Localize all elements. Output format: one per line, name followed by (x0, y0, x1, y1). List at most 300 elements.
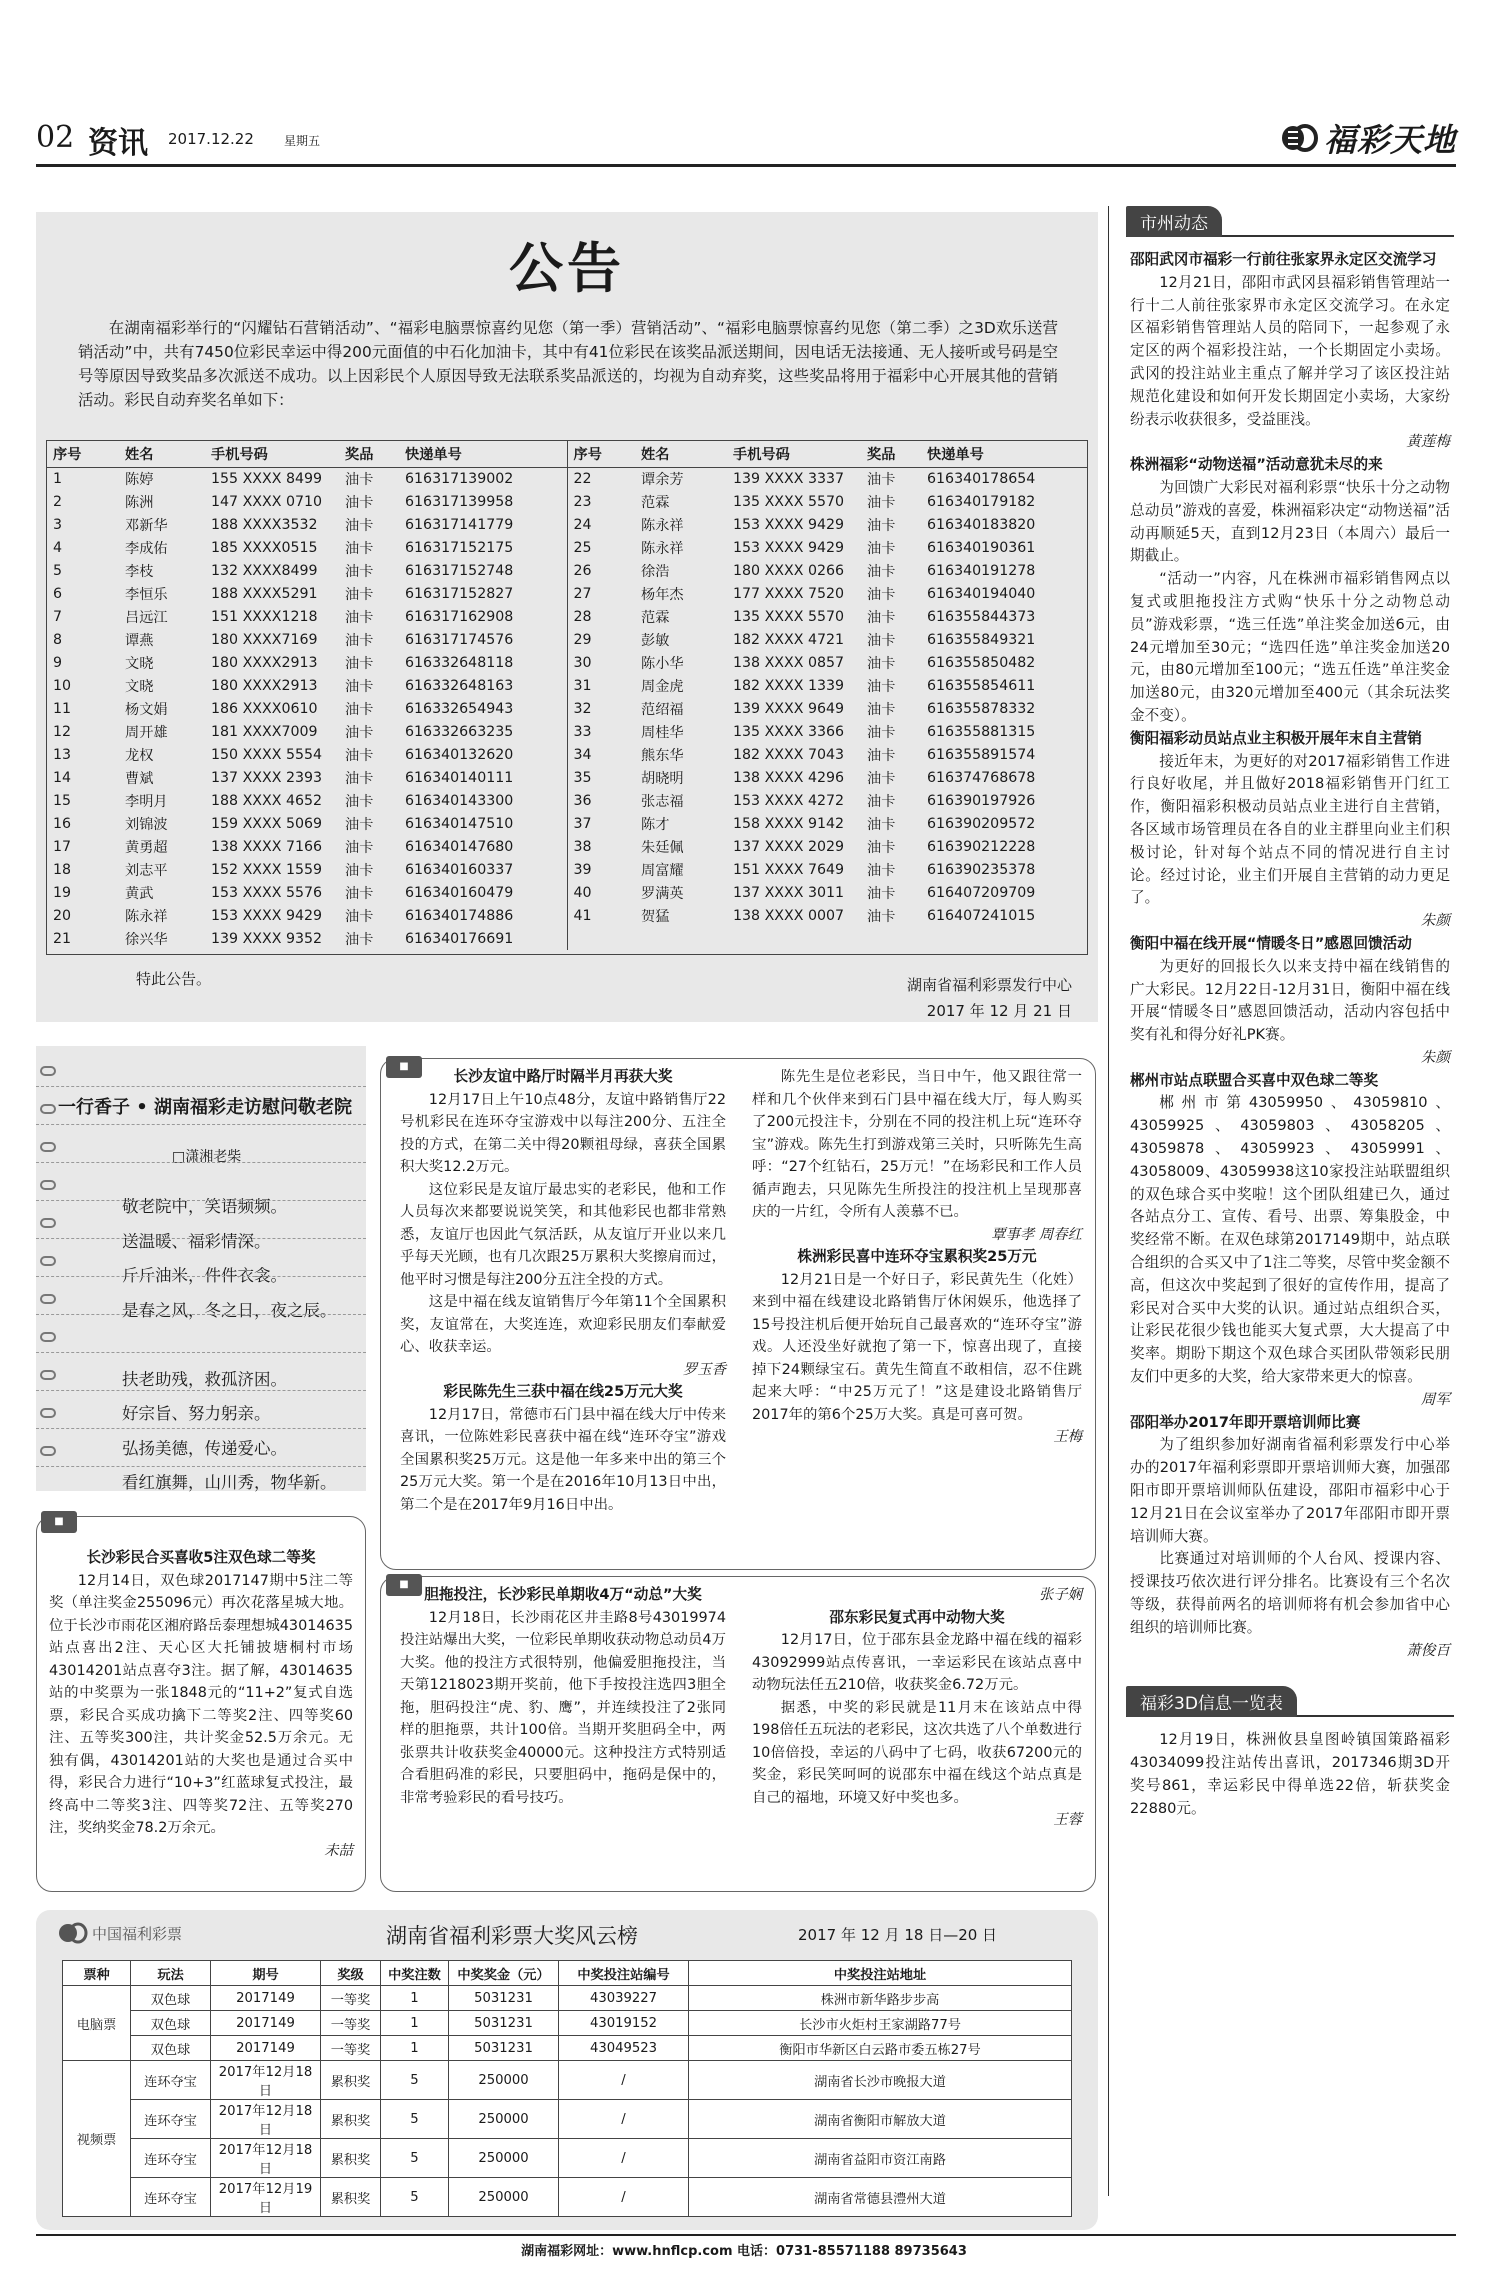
table-cell: 陈永祥 (641, 540, 684, 557)
table-cell: 3 (53, 516, 63, 533)
lottery-logo-icon (1280, 123, 1318, 153)
table-cell: 油卡 (345, 678, 374, 695)
article-author: 黄莲梅 (1406, 433, 1450, 451)
table-cell: 累积奖 (321, 2139, 381, 2178)
table-cell: 20 (53, 907, 72, 924)
table-cell: 138 XXXX 7166 (211, 838, 323, 855)
ranking-date: 2017 年 12 月 18 日—20 日 (798, 1926, 998, 1944)
table-cell: 43039227 (559, 1986, 689, 2011)
forfeit-row (47, 582, 1087, 605)
table-cell: 181 XXXX7009 (211, 723, 318, 740)
table-cell: 累积奖 (321, 2061, 381, 2100)
table-cell: 137 XXXX 2029 (733, 838, 845, 855)
table-cell: 油卡 (345, 609, 374, 626)
table-cell: 29 (567, 628, 635, 651)
article-title: 衡阳福彩动员站点业主积极开展年末自主营销 (1130, 729, 1422, 747)
table-cell: 25 (567, 536, 635, 559)
ranking-row (63, 2178, 1072, 2217)
table-cell: 188 XXXX 4652 (211, 792, 323, 809)
article-author: 张子娴 (1038, 1587, 1082, 1603)
table-cell (921, 927, 1087, 950)
table-cell: 616355854611 (927, 677, 1036, 694)
table-cell: 616340160479 (405, 884, 514, 901)
table-cell: 一等奖 (321, 2036, 381, 2061)
ranking-header (63, 1961, 1072, 1986)
table-cell: 5031231 (449, 2036, 559, 2061)
table-cell: 137 XXXX 2393 (211, 769, 323, 786)
table-cell: 30 (567, 651, 635, 674)
table-cell: 陈小华 (641, 655, 684, 672)
ranking-row (63, 2139, 1072, 2178)
forfeit-row (47, 536, 1087, 559)
ranking-row (63, 2100, 1072, 2139)
poem-title: 一行香子 • 湖南福彩走访慰问敬老院 (58, 1097, 353, 1118)
binder-ring-icon (40, 1256, 56, 1266)
table-cell: 139 XXXX 9352 (211, 930, 323, 947)
forfeit-row (47, 490, 1087, 513)
article-title: 彩民陈先生三获中福在线25万元大奖 (443, 1383, 683, 1400)
table-cell: 刘锦波 (125, 816, 168, 833)
col-header: 期号 (211, 1961, 321, 1986)
jackpot-ranking (36, 1910, 1098, 2230)
table-cell: 徐浩 (641, 563, 670, 580)
forfeit-row (47, 743, 1087, 766)
table-cell: 油卡 (867, 770, 896, 787)
article-title: 胆拖投注，长沙彩民单期收4万“动总”大奖 (424, 1586, 702, 1603)
article-para: “活动一”内容，凡在株洲市福彩销售网点以复式或胆拖投注方式购“快乐十分之动物总动员”游戏彩票，“选三任选”单注奖金加送6元，由24元增加至30元；“选四任选”单注奖金加送20元，由80元增加至100元；“选五任选”单注奖金加送80元，由320元增加至400元（其余玩法奖金不变）。 (1130, 570, 1450, 724)
article-author: 朱颜 (1420, 912, 1450, 930)
col-header: 序号 (47, 441, 119, 467)
table-cell: 李恒乐 (125, 586, 168, 603)
table-cell: 油卡 (867, 609, 896, 626)
article-text: 12月19日，株洲攸县皇图岭镇国策路福彩43034099投注站传出喜讯，2017346期3D开奖号861，幸运彩民中得单选22倍，斩获奖金22880元。 (1130, 1731, 1450, 1817)
table-cell: 一等奖 (321, 1986, 381, 2011)
forfeit-row (47, 766, 1087, 789)
col-header: 中奖注数 (381, 1961, 449, 1986)
table-cell: 138 XXXX 0857 (733, 654, 845, 671)
article-para: 据悉，中奖的彩民就是11月末在该站点中得198倍任五玩法的老彩民，这次共选了八个单数进行10倍倍投，幸运的八码中了七码，收获67200元的奖金，彩民笑呵呵的说邵东中福在线这个站点真是自己的福地，环境又好中奖也多。 (752, 1699, 1082, 1806)
table-cell: 135 XXXX 5570 (733, 608, 845, 625)
table-cell: 138 XXXX 4296 (733, 769, 845, 786)
table-cell: 1 (381, 2036, 449, 2061)
notice-signature (907, 972, 1072, 1024)
table-cell: 155 XXXX 8499 (211, 470, 323, 487)
poem-line: 送温暖、福彩情深。 (122, 1231, 271, 1251)
table-cell: 616390197926 (927, 792, 1036, 809)
table-cell: 油卡 (867, 885, 896, 902)
table-cell: 616355891574 (927, 746, 1036, 763)
logo-text: 中国福利彩票 (92, 1924, 183, 1943)
table-cell: 9 (53, 654, 63, 671)
table-cell: 油卡 (345, 586, 374, 603)
table-cell: 151 XXXX1218 (211, 608, 318, 625)
col-header: 姓名 (635, 441, 727, 467)
table-cell: 43019152 (559, 2011, 689, 2036)
table-cell: 147 XXXX 0710 (211, 493, 323, 510)
table-cell: 6 (53, 585, 63, 602)
table-cell: 616355878332 (927, 700, 1036, 717)
table-cell: 153 XXXX 9429 (733, 516, 845, 533)
table-cell: 黄勇超 (125, 839, 168, 856)
forfeit-row (47, 720, 1087, 743)
table-cell: 湖南省益阳市资江南路 (689, 2139, 1072, 2178)
table-cell: 连环夺宝 (131, 2178, 211, 2217)
table-cell: 贺猛 (641, 908, 670, 925)
table-cell: 138 XXXX 0007 (733, 907, 845, 924)
article-para: 比赛通过对培训师的个人台风、授课内容、授课技巧依次进行评分排名。比赛设有三个名次等级，获得前两名的培训师将有机会参加省中心组织的培训师比赛。 (1130, 1550, 1450, 1636)
article-title: 邵阳举办2017年即开票培训师比赛 (1130, 1413, 1361, 1431)
ranking-row (63, 2011, 1072, 2036)
table-cell: 31 (567, 674, 635, 697)
forfeit-row (47, 697, 1087, 720)
table-cell: 杨年杰 (641, 586, 684, 603)
poem-line: 是春之风，冬之日，夜之辰。 (122, 1300, 337, 1320)
table-cell: 180 XXXX2913 (211, 654, 318, 671)
binder-ring-icon (40, 1446, 56, 1456)
table-cell: 616390209572 (927, 815, 1036, 832)
article-title: 株洲福彩“动物送福”活动意犹未尽的来 (1130, 456, 1383, 474)
table-cell: 油卡 (867, 724, 896, 741)
article-author: 罗玉香 (682, 1361, 726, 1378)
table-cell: 43049523 (559, 2036, 689, 2061)
page-number: 02 (36, 120, 75, 155)
table-cell: 135 XXXX 5570 (733, 493, 845, 510)
table-cell: 湖南省长沙市晚报大道 (689, 2061, 1072, 2100)
binder-ring-icon (40, 1408, 56, 1418)
table-cell: 油卡 (867, 655, 896, 672)
notebook-line (36, 1200, 366, 1201)
table-cell: 616340179182 (927, 493, 1036, 510)
table-cell: 39 (567, 858, 635, 881)
binder-ring-icon (40, 1370, 56, 1380)
col-header: 奖品 (339, 441, 399, 467)
table-cell: 邓新华 (125, 517, 168, 534)
table-cell: 616340147680 (405, 838, 514, 855)
article-para: 这位彩民是友谊厅最忠实的老彩民，他和工作人员每次来都要说说笑笑，和其他彩民也都非常熟悉，友谊厅也因此气氛活跃，从友谊厅开业以来几乎每天光顾，也有几次跟25万累积大奖擦肩而过，他平时习惯是每注200分五注全投的方式。 (400, 1181, 726, 1288)
table-cell: 616340191278 (927, 562, 1036, 579)
table-cell: 朱廷佩 (641, 839, 684, 856)
table-cell: 616340190361 (927, 539, 1036, 556)
binder-ring-icon (40, 1332, 56, 1342)
table-cell: 油卡 (867, 701, 896, 718)
notebook-line (36, 1162, 366, 1163)
table-cell: 5 (381, 2100, 449, 2139)
table-cell: 油卡 (867, 632, 896, 649)
table-cell: 累积奖 (321, 2178, 381, 2217)
ticket-type: 视频票 (63, 2061, 131, 2217)
table-cell: 油卡 (345, 816, 374, 833)
table-cell (635, 927, 727, 950)
table-cell: 616340160337 (405, 861, 514, 878)
table-cell: 616340178654 (927, 470, 1036, 487)
section-header-3d-info: 福彩3D信息一览表 (1126, 1686, 1297, 1717)
table-cell: 32 (567, 697, 635, 720)
table-cell: 油卡 (345, 632, 374, 649)
article-author: 覃事孝 周春红 (991, 1226, 1082, 1243)
table-cell: 616317152827 (405, 585, 514, 602)
col-header: 序号 (567, 441, 635, 467)
table-cell: 周开雄 (125, 724, 168, 741)
article-title: 邵阳武冈市福彩一行前往张家界永定区交流学习 (1130, 251, 1437, 268)
table-cell: 28 (567, 605, 635, 628)
table-cell: 谭燕 (125, 632, 154, 649)
article-changsha-banker (400, 1584, 726, 1809)
table-cell: 油卡 (345, 931, 374, 948)
article-title: 郴州市站点联盟合买喜中双色球二等奖 (1130, 1071, 1379, 1089)
table-cell: 616355881315 (927, 723, 1036, 740)
ranking-table (62, 1960, 1072, 2217)
binder-ring-icon (40, 1066, 56, 1076)
article-para: 陈先生是位老彩民，当日中午，他又跟往常一样和几个伙伴来到石门县中福在线大厅，每人购买了200元投注卡，分别在不同的投注机上玩“连环夺宝”游戏。陈先生打到游戏第三关时，只听陈先生高呼：“27个红钻石，25万元！”在场彩民和工作人员循声跑去，只见陈先生所投注的投注机上呈现那喜庆的一片红，令所有人羡慕不已。 (752, 1069, 1082, 1220)
table-cell: 616317152748 (405, 562, 514, 579)
table-cell: 180 XXXX2913 (211, 677, 318, 694)
binder-ring-icon (40, 1218, 56, 1228)
table-cell: 182 XXXX 7043 (733, 746, 845, 763)
ranking-title: 湖南省福利彩票大奖风云榜 (386, 1924, 638, 1948)
section-header-city-news: 市州动态 (1126, 206, 1222, 237)
table-cell: 616355844373 (927, 608, 1036, 625)
table-cell: 曹斌 (125, 770, 154, 787)
ranking-row (63, 2061, 1072, 2100)
table-cell: 159 XXXX 5069 (211, 815, 323, 832)
article-text: 12月18日，长沙雨花区井圭路8号43019974投注站爆出大奖，一位彩民单期收获动物总动员4万大奖。他的投注方式很特别，他偏爱胆拖投注，当天第1218023期开奖前，他下手按投注选四3胆全拖，胆码投注“虎、豹、鹰”，并连续投注了2张同样的胆拖票，共计100倍。当期开奖胆码全中，两张票共计收获奖金40000元。这种投注方式特别适合看胆码准的彩民，只要胆码中，拖码是保中的，非常考验彩民的看号技巧。 (400, 1609, 726, 1806)
article-text: 郴州市第43059950、43059810、43059925、43059803、43058205、43059878、43059923、43059991、43058009、43059938这10家投注站联盟组织的双色球合买中奖啦！这个团队组建已久，通过各站点分工、宣传、看号、出票、筹集股金，中奖经常不断。在双色球第2017149期中，站点联合组织的合买又中了1注二等奖，尽管中奖金额不高，但这次中奖起到了很好的宣传作用，提高了彩民对合买中大奖的认识。通过站点组织合买，让彩民花很少钱也能买大复式票，大大提高了中奖率。期盼下期这个双色球合买团队带领彩民朋友们中更多的大奖，给大家带来更大的惊喜。 (1130, 1094, 1450, 1386)
table-cell: 1 (381, 1986, 449, 2011)
table-cell: 135 XXXX 3366 (733, 723, 845, 740)
col-header: 中奖投注站编号 (559, 1961, 689, 1986)
table-cell: 5031231 (449, 2011, 559, 2036)
table-cell: 616374768678 (927, 769, 1036, 786)
forfeit-row (47, 559, 1087, 582)
table-cell: 油卡 (345, 494, 374, 511)
table-cell: 双色球 (131, 2036, 211, 2061)
article-text: 12月21日，邵阳市武冈县福彩销售管理站一行十二人前往张家界市永定区交流学习。在永定区福彩销售管理站人员的陪同下，一起参观了永定区的两个福彩投注站，一个长期固定小卖场。武冈的投注站业主重点了解并学习了该区投注站规范化建设和如何开发长期固定小卖场，大家纷纷表示收获很多，受益匪浅。 (1130, 273, 1450, 428)
table-cell: 250000 (449, 2139, 559, 2178)
article-para: 为回馈广大彩民对福利彩票“快乐十分之动物总动员”游戏的喜爱，株洲福彩决定“动物送福”活动再顺延5天，直到12月23日（本周六）最后一期截止。 (1130, 478, 1450, 565)
forfeit-row (47, 789, 1087, 812)
article-author: 未喆 (324, 1842, 353, 1859)
table-cell: 油卡 (345, 885, 374, 902)
table-cell: 186 XXXX0610 (211, 700, 318, 717)
table-cell: 油卡 (867, 862, 896, 879)
notice-body: 在湖南福彩举行的“闪耀钻石营销活动”、“福彩电脑票惊喜约见您（第一季）营销活动”、“福彩电脑票惊喜约见您（第二季）之3D欢乐送营销活动”中，共有7450位彩民幸运中得200元面值的中石化加油卡，其中有41位彩民在该奖品派送期间，因电话无法接通、无人接听或号码是空号等原因导致奖品多次派送不成功。以上因彩民个人原因导致无法联系奖品派送的，均视为自动弃奖，这些奖品将用于福彩中心开展其他的营销活动。彩民自动弃奖名单如下： (78, 319, 1058, 409)
table-cell: 油卡 (867, 839, 896, 856)
table-cell: 26 (567, 559, 635, 582)
table-cell: 2017年12月18日 (211, 2139, 321, 2178)
article-changde (752, 1066, 1082, 1449)
article-para: 12月17日，位于邵东县金龙路中福在线的福彩43092999站点传喜讯，一幸运彩民在该站点喜中动物玩法任五210倍，收获奖金6.72万元。 (752, 1632, 1082, 1693)
table-cell: 616317141779 (405, 516, 514, 533)
table-cell: 油卡 (867, 517, 896, 534)
table-cell: 陈洲 (125, 494, 154, 511)
table-cell: 616332663235 (405, 723, 514, 740)
sidebar (1126, 206, 1454, 1821)
table-cell: 李枝 (125, 563, 154, 580)
table-cell: 137 XXXX 3011 (733, 884, 845, 901)
issuer: 湖南省福利彩票发行中心 (906, 976, 1072, 994)
table-cell: 8 (53, 631, 63, 648)
table-cell: 616317139958 (405, 493, 514, 510)
table-cell: 徐兴华 (125, 931, 168, 948)
table-cell: 周富耀 (641, 862, 684, 879)
article-title: 株洲彩民喜中连环夺宝累积奖25万元 (797, 1248, 1037, 1265)
forfeit-row (47, 605, 1087, 628)
table-cell: 油卡 (867, 586, 896, 603)
table-cell: 2017年12月19日 (211, 2178, 321, 2217)
table-cell: 范霖 (641, 494, 670, 511)
forfeit-row (47, 904, 1087, 927)
table-cell: 5031231 (449, 1986, 559, 2011)
forfeit-row (47, 812, 1087, 835)
table-cell: 180 XXXX7169 (211, 631, 318, 648)
table-cell: 湖南省常德县澧州大道 (689, 2178, 1072, 2217)
notebook-line (36, 1276, 366, 1277)
table-cell: 616317162908 (405, 608, 514, 625)
table-cell: 616332648163 (405, 677, 514, 694)
table-cell: 19 (53, 884, 72, 901)
table-cell: 1 (381, 2011, 449, 2036)
table-cell: 油卡 (867, 678, 896, 695)
table-cell: 油卡 (867, 494, 896, 511)
table-cell: 10 (53, 677, 72, 694)
poem-line: 扶老助残，救孤济困。 (122, 1369, 287, 1389)
table-cell: 40 (567, 881, 635, 904)
article-title: 衡阳中福在线开展“情暖冬日”感恩回馈活动 (1130, 934, 1412, 952)
article-youyi-hall (400, 1066, 726, 1516)
col-header: 快递单号 (399, 441, 567, 467)
table-cell: 250000 (449, 2061, 559, 2100)
table-cell: 616317174576 (405, 631, 514, 648)
table-cell: 2017年12月18日 (211, 2100, 321, 2139)
poem-line (122, 1328, 337, 1363)
table-cell: 陈永祥 (641, 517, 684, 534)
table-cell: 23 (567, 490, 635, 513)
notebook-line (36, 1390, 366, 1391)
table-cell: 24 (567, 513, 635, 536)
table-cell: 株洲市新华路步步高 (689, 1986, 1072, 2011)
forfeit-row (47, 858, 1087, 881)
table-cell: 13 (53, 746, 72, 763)
table-cell: / (559, 2139, 689, 2178)
table-cell: 李明月 (125, 793, 168, 810)
table-cell: 衡阳市华新区白云路市委五栋27号 (689, 2036, 1072, 2061)
lottery-logo-icon (58, 1922, 88, 1944)
ticket-type: 电脑票 (63, 1986, 131, 2061)
table-cell: 616340183820 (927, 516, 1036, 533)
table-cell: 油卡 (867, 540, 896, 557)
table-cell: 黄武 (125, 885, 154, 902)
table-cell: 油卡 (345, 793, 374, 810)
article-shaodong (752, 1584, 1082, 1832)
article-text: 12月14日，双色球2017147期中5注二等奖（单注奖金255096元）再次花落星城大地。位于长沙市雨花区湘府路岳泰理想城43014635站点喜出2注、天心区大托铺披塘桐村市场43014201站点喜夺3注。据了解，43014635站的中奖票为一张1848元的“11+2”复式自选票，彩民合买成功擒下二等奖2注、四等奖60注、五等奖300注，共计奖金52.5万余元。无独有偶，43014201站的大奖也是通过合买中得，彩民合力进行“10+3”红蓝球复式投注，最终高中二等奖3注、四等奖72注、五等奖270注，奖纳奖金78.2万余元。 (49, 1572, 353, 1836)
table-cell: 616407241015 (927, 907, 1036, 924)
table-cell: 油卡 (345, 540, 374, 557)
table-cell: 5 (381, 2178, 449, 2217)
table-cell: 油卡 (867, 908, 896, 925)
table-cell: 15 (53, 792, 72, 809)
table-cell: 彭敏 (641, 632, 670, 649)
footer-rule (36, 2234, 1456, 2236)
notebook-line (36, 1466, 366, 1467)
poem-lines (122, 1190, 337, 1501)
table-cell: 153 XXXX 5576 (211, 884, 323, 901)
table-cell: 油卡 (867, 793, 896, 810)
col-header: 姓名 (119, 441, 205, 467)
table-cell: 1 (53, 470, 63, 487)
table-cell: 11 (53, 700, 72, 717)
table-cell: 油卡 (345, 701, 374, 718)
table-cell: 2017149 (211, 2011, 321, 2036)
table-cell: 连环夺宝 (131, 2139, 211, 2178)
page-header (36, 118, 1456, 160)
footer-contact: 湖南福彩网址：www.hnflcp.com 电话：0731-85571188 89735643 (521, 2244, 967, 2259)
article-text: 接近年末，为更好的对2017福彩销售工作进行良好收尾，并且做好2018福彩销售开门红工作，衡阳福彩积极动员站点业主进行自主营销，各区域市场管理员在各自的业主群里向业主们积极讨论，针对每个站点不同的情况进行自主讨论。经过讨论，业主们开展自主营销的动力更足了。 (1130, 752, 1450, 907)
table-cell: 41 (567, 904, 635, 927)
table-cell: 陈婷 (125, 471, 154, 488)
table-cell: 7 (53, 608, 63, 625)
table-cell: 连环夺宝 (131, 2100, 211, 2139)
table-cell: 一等奖 (321, 2011, 381, 2036)
col-header: 奖品 (861, 441, 921, 467)
table-cell: 文晓 (125, 678, 154, 695)
notice-box (36, 212, 1098, 1022)
table-cell: 油卡 (345, 563, 374, 580)
brand-name: 福彩天地 (1323, 121, 1456, 159)
table-cell: 22 (567, 467, 635, 490)
col-header: 手机号码 (205, 441, 339, 467)
table-cell: 250000 (449, 2178, 559, 2217)
table-cell: 177 XXXX 7520 (733, 585, 845, 602)
table-cell: 2017年12月18日 (211, 2061, 321, 2100)
table-cell: 杨文娟 (125, 701, 168, 718)
table-cell: 5 (381, 2061, 449, 2100)
table-cell: 5 (53, 562, 63, 579)
article-para: 12月17日，常德市石门县中福在线大厅中传来喜讯，一位陈姓彩民喜获中福在线“连环夺宝”游戏全国累积奖25万元。这是他一年多来中出的第三个25万元大奖。第一个是在2016年10月13日中出，第二个是在2017年9月16日中出。 (400, 1406, 726, 1513)
table-cell: 150 XXXX 5554 (211, 746, 323, 763)
col-header: 快递单号 (921, 441, 1087, 467)
article-title: 长沙友谊中路厅时隔半月再获大奖 (453, 1068, 673, 1085)
ranking-row (63, 2036, 1072, 2061)
forfeit-row (47, 674, 1087, 697)
article-author: 王蓉 (1053, 1812, 1082, 1828)
table-cell: 油卡 (867, 747, 896, 764)
table-cell (861, 927, 921, 950)
table-cell: 油卡 (867, 471, 896, 488)
table-cell: 33 (567, 720, 635, 743)
forfeit-row (47, 628, 1087, 651)
table-cell: 185 XXXX0515 (211, 539, 318, 556)
notebook-line (36, 1314, 366, 1315)
table-cell: 616340147510 (405, 815, 514, 832)
table-cell: 5 (381, 2139, 449, 2178)
table-cell: 153 XXXX 4272 (733, 792, 845, 809)
table-cell: 35 (567, 766, 635, 789)
forfeit-table (46, 440, 1088, 955)
table-cell: 周金虎 (641, 678, 684, 695)
table-cell: 油卡 (345, 862, 374, 879)
table-cell: 罗满英 (641, 885, 684, 902)
table-cell: 湖南省衡阳市解放大道 (689, 2100, 1072, 2139)
table-cell: 2 (53, 493, 63, 510)
article-changsha-joint-buy (36, 1516, 366, 1892)
table-cell: 吕远江 (125, 609, 168, 626)
article-title: 长沙彩民合买喜收5注双色球二等奖 (86, 1549, 316, 1566)
notice-date: 2017 年 12 月 21 日 (926, 1002, 1072, 1020)
table-cell: 616390235378 (927, 861, 1036, 878)
table-cell (567, 927, 635, 950)
table-cell: 616340194040 (927, 585, 1036, 602)
table-cell (727, 927, 861, 950)
